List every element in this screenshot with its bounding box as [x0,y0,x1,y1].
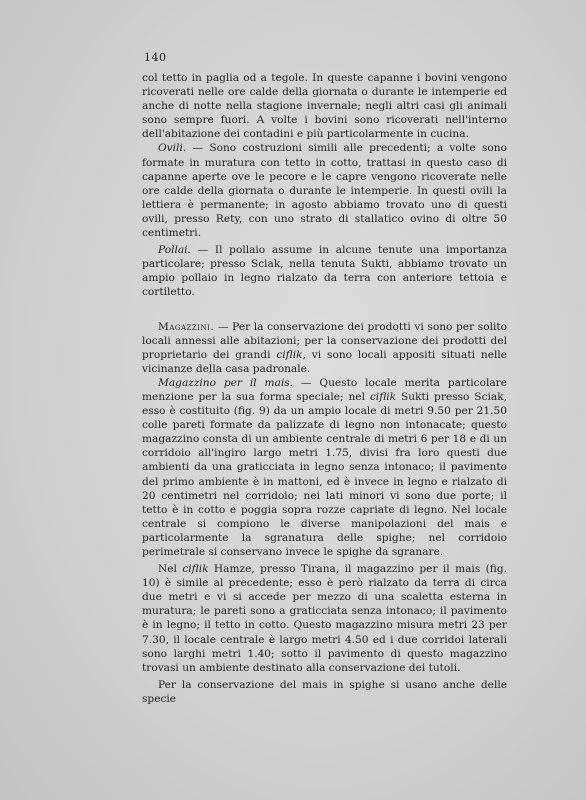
paragraph-spighe [142,678,507,706]
section-heading-pollai: Pollai. [158,244,191,257]
paragraph-magazzini [142,320,507,376]
section-heading-magazzino-mais: Magazzino per il mais. [158,376,294,389]
paragraph-text: — Sono costruzioni simili alle precedenti; a volte sono formate in muratura con tetto in cotto, trattasi in questo caso di capanne aperte ove le pecore e le capre vengono ricoverate nelle ore calde della giornata o durante le intemperie. In questi ovili la lettiera è permanente; in agosto abbiamo trovato uno di questi ovili, presso Rety, con uno strato di stallatico ovino di oltre 50 centimetri. [142,142,507,240]
paragraph-magazzino-mais [142,376,507,559]
paragraph-text: Sukti presso Sciak, esso è costituito (fig. 9) da un ampio locale di metri 9.50 per 21.50 colle pareti formate da palizzate di legno non intonacate; questo magazzino consta di un ambiente centrale di metri 6 per 18 e di un corridoio all'ingiro largo metri 1.75, divisi fra loro questi due ambienti da una graticciata in legno senza intonaco; il pavimento del primo ambiente è in mattoni, ed è invece in legno e rialzato di 20 centimetri nel corridoio; nei lati minori vi sono due porte; il tetto è in cotto e poggia sopra rozze capriate di legno. Nel locale centrale si compiono le diverse manipolazioni del mais e particolarmente la sgranatura delle spighe; nel corridoio perimetrale si conservano invece le spighe da sgranare. [142,390,507,558]
paragraph-text: Hamze, presso Tirana, il magazzino per il mais (fig. 10) è simile al precedente; esso è però rialzato da terra di circa due metri e vi si accede per mezzo di una scaletta esterna in muratura; le pareti sono a graticciata senza intonaco; il pavimento è in legno; il tetto in cotto. Questo magazzino misura metri 23 per 7.30, il locale centrale è largo metri 4.50 ed i due corridoi laterali sono larghi metri 1.40; sotto il pavimento di questo magazzino trovasi un ambiente destinato alla conservazione dei tutoli. [142,563,507,674]
body-text [142,71,507,706]
paragraph-text: Nel [158,563,183,576]
paragraph-pollai [142,243,507,299]
paragraph-text: — Per la conservazione dei prodotti vi sono per solito locali annessi alle abitazioni; per la conservazione dei prodotti del proprietario dei grandi [142,320,507,361]
term-ciflik: ciflik [369,390,397,403]
paragraph-ovili [142,141,507,240]
paragraph-text: — Il pollaio assume in alcune tenute una importanza particolare; presso Sciak, nella tenuta Sukti, abbiamo trovato un ampio pollaio in legno rialzato da terra con anteriore tettoia e cortiletto. [142,244,507,299]
paragraph-text: col tetto in paglia od a tegole. In queste capanne i bovini vengono ricoverati nelle ore calde della giornata o durante le intemperie ed anche di notte nella stagione invernale; negli altri casi gli animali sono sempre fuori. A volte i bovini sono ricoverati nell'interno dell'abitazione dei contadini e più particolarmente in cucina. [142,72,507,141]
term-ciflik: ciflik [182,563,209,576]
paragraph-text: Per la conservazione del mais in spighe si usano anche delle specie [142,678,507,705]
paragraph-text: — Questo locale merita particolare menzione per la sua forma speciale; nel [142,376,508,403]
paragraph-hamze [142,562,507,675]
term-ciflik: ciflik [276,348,303,361]
paragraph-capanne [142,71,507,141]
paragraph-text: , vi sono locali appositi situati nelle vicinanze della casa padronale. [142,348,508,375]
section-heading-magazzini: Magazzini. [158,320,215,333]
section-heading-ovili: Ovili. [158,142,187,155]
page-number: 140 [144,51,167,64]
